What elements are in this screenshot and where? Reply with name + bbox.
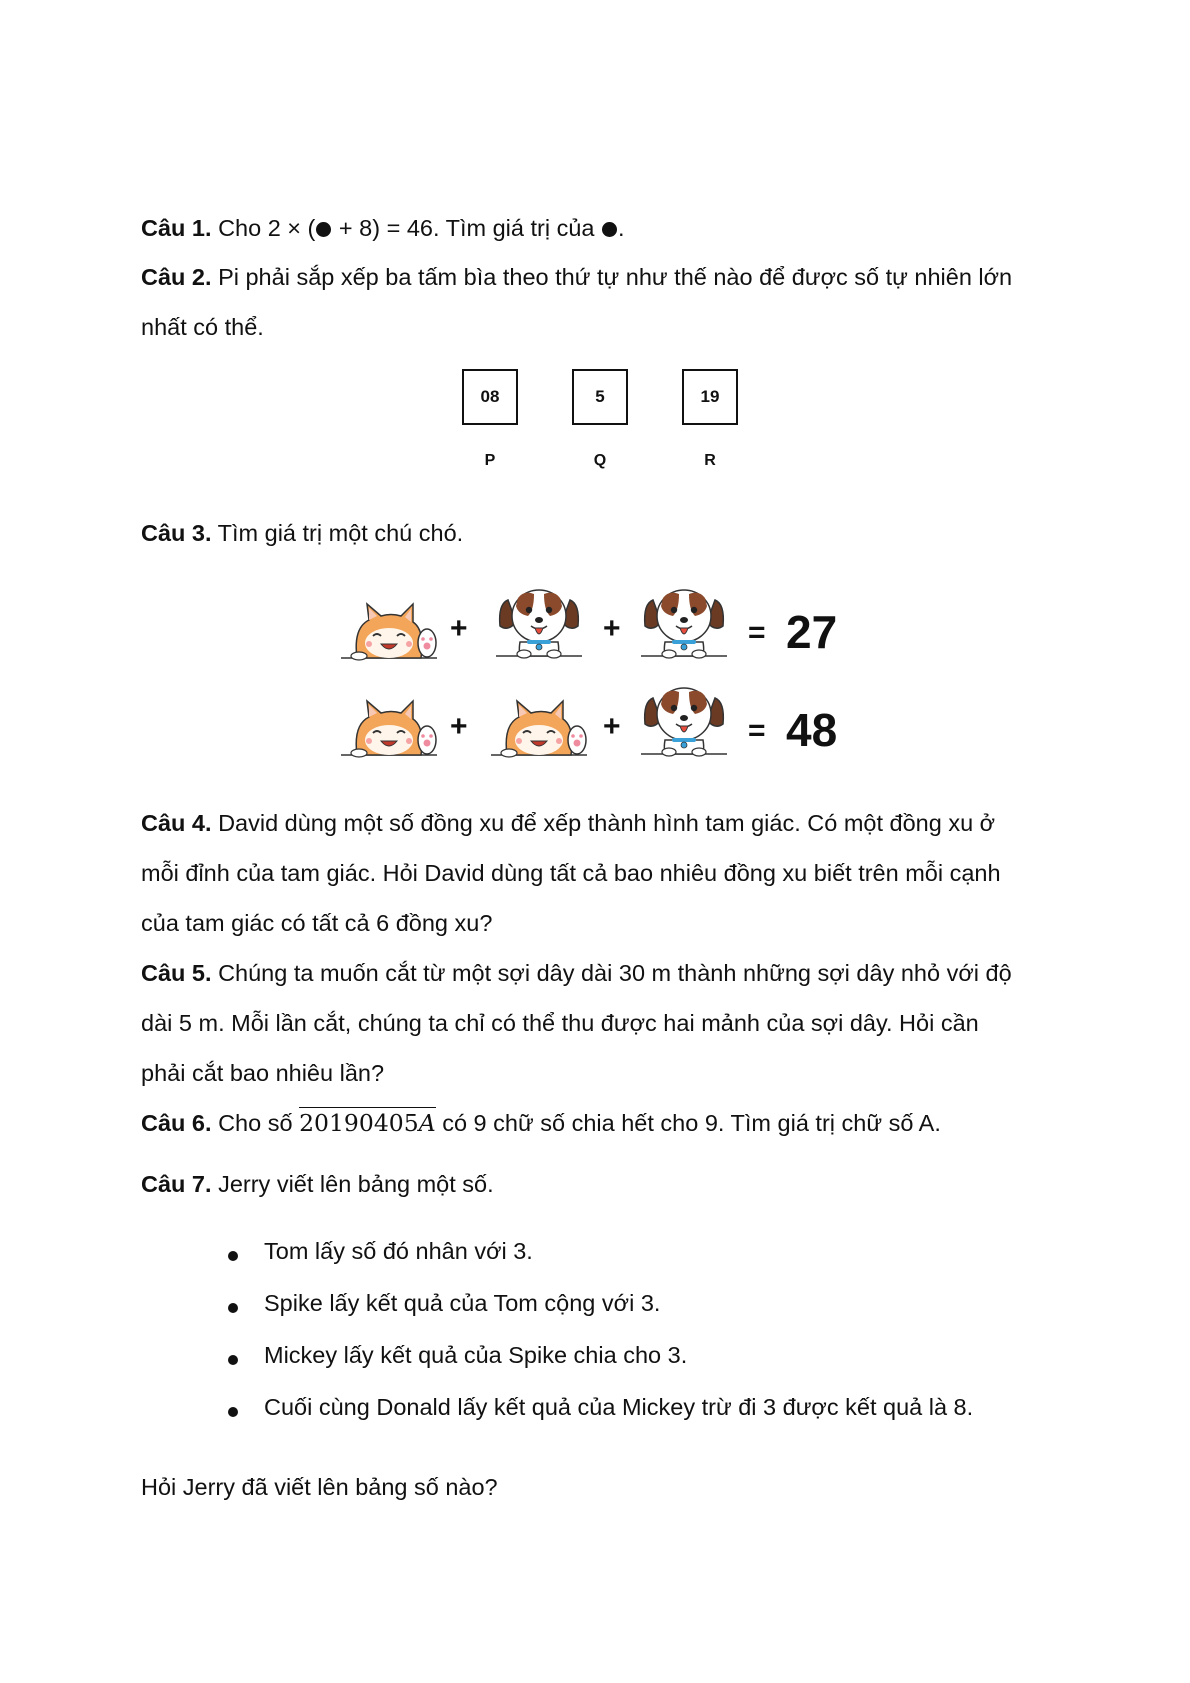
question-7-final: Hỏi Jerry đã viết lên bảng số nào? — [141, 1474, 498, 1500]
dog-icon — [639, 680, 729, 760]
question-3-label: Câu 3. — [141, 520, 212, 546]
number-letter: A — [418, 1109, 436, 1137]
equals-sign: = — [748, 714, 766, 747]
result-27: 27 — [786, 606, 838, 658]
question-5-line-1 — [141, 958, 1012, 988]
question-5-label: Câu 5. — [141, 960, 212, 986]
question-7-label: Câu 7. — [141, 1171, 212, 1197]
dog-icon — [494, 582, 584, 662]
question-1-text-b: + 8) = 46. Tìm giá trị của — [332, 215, 602, 241]
question-1 — [141, 213, 625, 243]
question-6-text-b: có 9 chữ số chia hết cho 9. Tìm giá trị chữ số A. — [435, 1110, 941, 1136]
question-3-text: Tìm giá trị một chú chó. — [217, 520, 464, 546]
question-5-line-2: dài 5 m. Mỗi lần cắt, chúng ta chỉ có thể thu được hai mảnh của sợi dây. Hỏi cần — [141, 1010, 979, 1036]
question-3 — [141, 518, 463, 548]
question-2-line-2: nhất có thể. — [141, 314, 264, 340]
question-4-label: Câu 4. — [141, 810, 212, 836]
bullet-icon — [228, 1355, 238, 1365]
question-1-text-a: Cho 2 × ( — [218, 215, 316, 241]
question-6-label: Câu 6. — [141, 1110, 212, 1136]
circle-icon — [316, 222, 331, 237]
question-6-text-a: Cho số — [218, 1110, 300, 1136]
plus-sign: + — [450, 612, 468, 645]
card-r-label: R — [704, 452, 716, 469]
bullet-icon — [228, 1407, 238, 1417]
number-digits: 20190405 — [299, 1109, 419, 1137]
overlined-number — [299, 1107, 436, 1137]
cat-icon — [338, 695, 440, 765]
plus-sign: + — [450, 710, 468, 743]
card-p-label: P — [484, 452, 496, 469]
question-2-line-1 — [141, 262, 1012, 292]
bullet-icon — [228, 1251, 238, 1261]
result-48: 48 — [786, 704, 838, 756]
list-item: Mickey lấy kết quả của Spike chia cho 3. — [264, 1342, 688, 1368]
dog-icon — [639, 582, 729, 662]
card-r: 19 — [682, 369, 738, 425]
plus-sign: + — [603, 612, 621, 645]
circle-icon — [602, 222, 617, 237]
list-item: Cuối cùng Donald lấy kết quả của Mickey trừ đi 3 được kết quả là 8. — [264, 1394, 974, 1420]
question-7 — [141, 1169, 494, 1199]
question-4-line-2: mỗi đỉnh của tam giác. Hỏi David dùng tất cả bao nhiêu đồng xu biết trên mỗi cạnh — [141, 860, 1001, 886]
card-p: 08 — [462, 369, 518, 425]
card-q: 5 — [572, 369, 628, 425]
question-4-line-3: của tam giác có tất cả 6 đồng xu? — [141, 910, 493, 936]
cat-icon — [488, 695, 590, 765]
question-7-text: Jerry viết lên bảng một số. — [218, 1171, 494, 1197]
plus-sign: + — [603, 710, 621, 743]
bullet-icon — [228, 1303, 238, 1313]
card-q-label: Q — [593, 452, 607, 469]
question-4-text: David dùng một số đồng xu để xếp thành hình tam giác. Có một đồng xu ở — [218, 810, 996, 836]
question-2-text: Pi phải sắp xếp ba tấm bìa theo thứ tự như thế nào để được số tự nhiên lớn — [218, 264, 1013, 290]
question-6 — [141, 1108, 941, 1138]
cat-icon — [338, 598, 440, 668]
question-1-label: Câu 1. — [141, 215, 212, 241]
list-item: Spike lấy kết quả của Tom cộng với 3. — [264, 1290, 661, 1316]
equals-sign: = — [748, 616, 766, 649]
list-item: Tom lấy số đó nhân với 3. — [264, 1238, 533, 1264]
question-1-text-c: . — [618, 215, 625, 241]
question-4-line-1 — [141, 808, 995, 838]
question-5-line-3: phải cắt bao nhiêu lần? — [141, 1060, 385, 1086]
question-2-label: Câu 2. — [141, 264, 212, 290]
question-5-text: Chúng ta muốn cắt từ một sợi dây dài 30 m thành những sợi dây nhỏ với độ — [218, 960, 1012, 986]
